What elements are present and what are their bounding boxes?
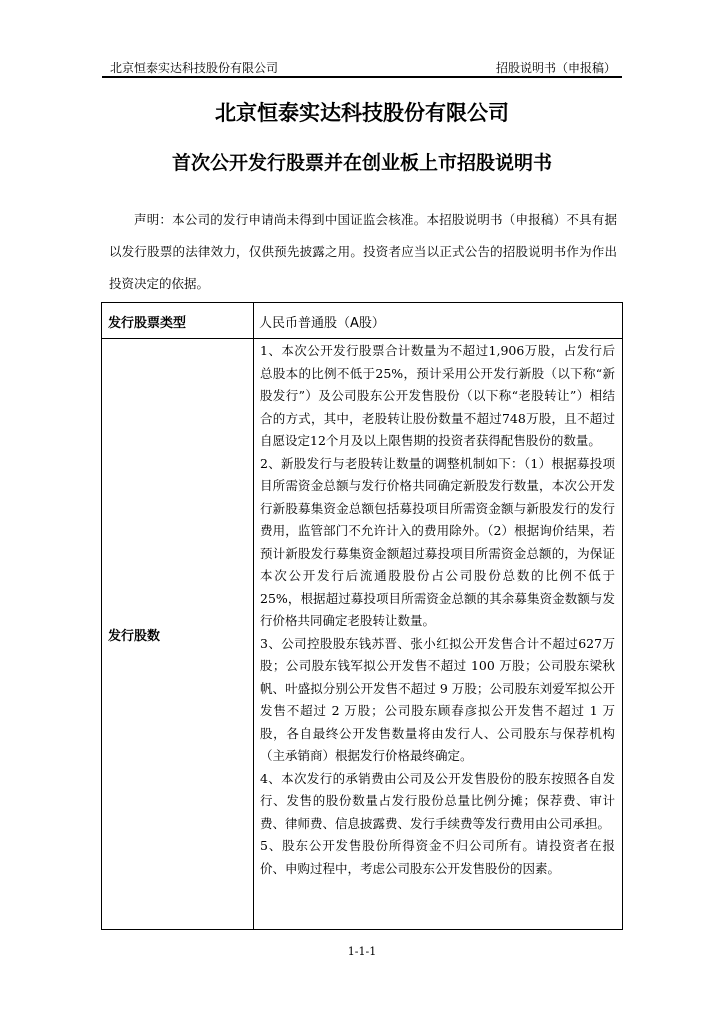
- declaration: 声明：本公司的发行申请尚未得到中国证监会核准。本招股说明书（申报稿）不具有据以发行股票的法律效力，仅供预先披露之用。投资者应当以正式公告的招股说明书作为作出投资决定的依据。: [109, 212, 617, 291]
- prospectus-title: 首次公开发行股票并在创业板上市招股说明书: [171, 152, 552, 174]
- share-count-paragraph: 5、股东公开发售股份所得资金不归公司所有。请投资者在报价、申购过程中，考虑公司股东公开发售股份的因素。: [260, 838, 615, 876]
- share-count-paragraph: 2、新股发行与老股转让数量的调整机制如下：（1）根据募投项目所需资金总额与发行价格共同确定新股发行数量，本次公开发行新股募集资金总额包括募投项目所需资金额与新股发行的发行费用，监管部门不允许计入的费用除外。（2）根据询价结果，若预计新股发行募集资金额超过募投项目所需资金总额的，为保证本次公开发行后流通股股份占公司股份总数的比例不低于 25%，根据超过募投项目所需资金总额的其余募集资金数额与发行价格共同确定老股转让数量。: [260, 455, 615, 628]
- label-share-count: 发行股数: [108, 629, 161, 644]
- issuance-table: [101, 302, 623, 930]
- company-title: 北京恒泰实达科技股份有限公司: [215, 101, 509, 125]
- page-header: [102, 58, 622, 78]
- share-count-paragraph: 3、公司控股股东钱苏晋、张小红拟公开发售合计不超过627万股；公司股东钱军拟公开发售不超过 100 万股；公司股东梁秋帆、叶盛拟分别公开发售不超过 9 万股；公司股东刘爱军拟公开发售不超过 2 万股；公司股东顾春彦拟公开发售不超过 1 万股，各自最终公开发售数量将由发行人、公司股东与保荐机构（主承销商）根据发行价格最终确定。: [260, 635, 615, 763]
- header-company: 北京恒泰实达科技股份有限公司: [110, 61, 279, 75]
- share-count-content: [260, 340, 615, 880]
- label-stock-type: 发行股票类型: [108, 316, 187, 331]
- row-divider: [102, 338, 622, 339]
- header-doc-type: 招股说明书（申报稿）: [495, 61, 616, 75]
- value-stock-type: 人民币普通股（A股）: [259, 316, 385, 331]
- page-number: 1-1-1: [347, 945, 377, 958]
- share-count-paragraph: 4、本次发行的承销费由公司及公开发售股份的股东按照各自发行、发售的股份数量占发行股份总量比例分摊；保荐费、审计费、律师费、信息披露费、发行手续费等发行费用由公司承担。: [260, 770, 615, 831]
- column-divider: [253, 303, 254, 929]
- share-count-paragraph: 1、本次公开发行股票合计数量为不超过1,906万股，占发行后总股本的比例不低于25%，预计采用公开发行新股（以下称“新股发行”）及公司股东公开发售股份（以下称“老股转让”）相结合的方式，其中，老股转让股份数量不超过748万股，且不超过自愿设定12个月及以上限售期的投资者获得配售股份的数量。: [260, 343, 615, 448]
